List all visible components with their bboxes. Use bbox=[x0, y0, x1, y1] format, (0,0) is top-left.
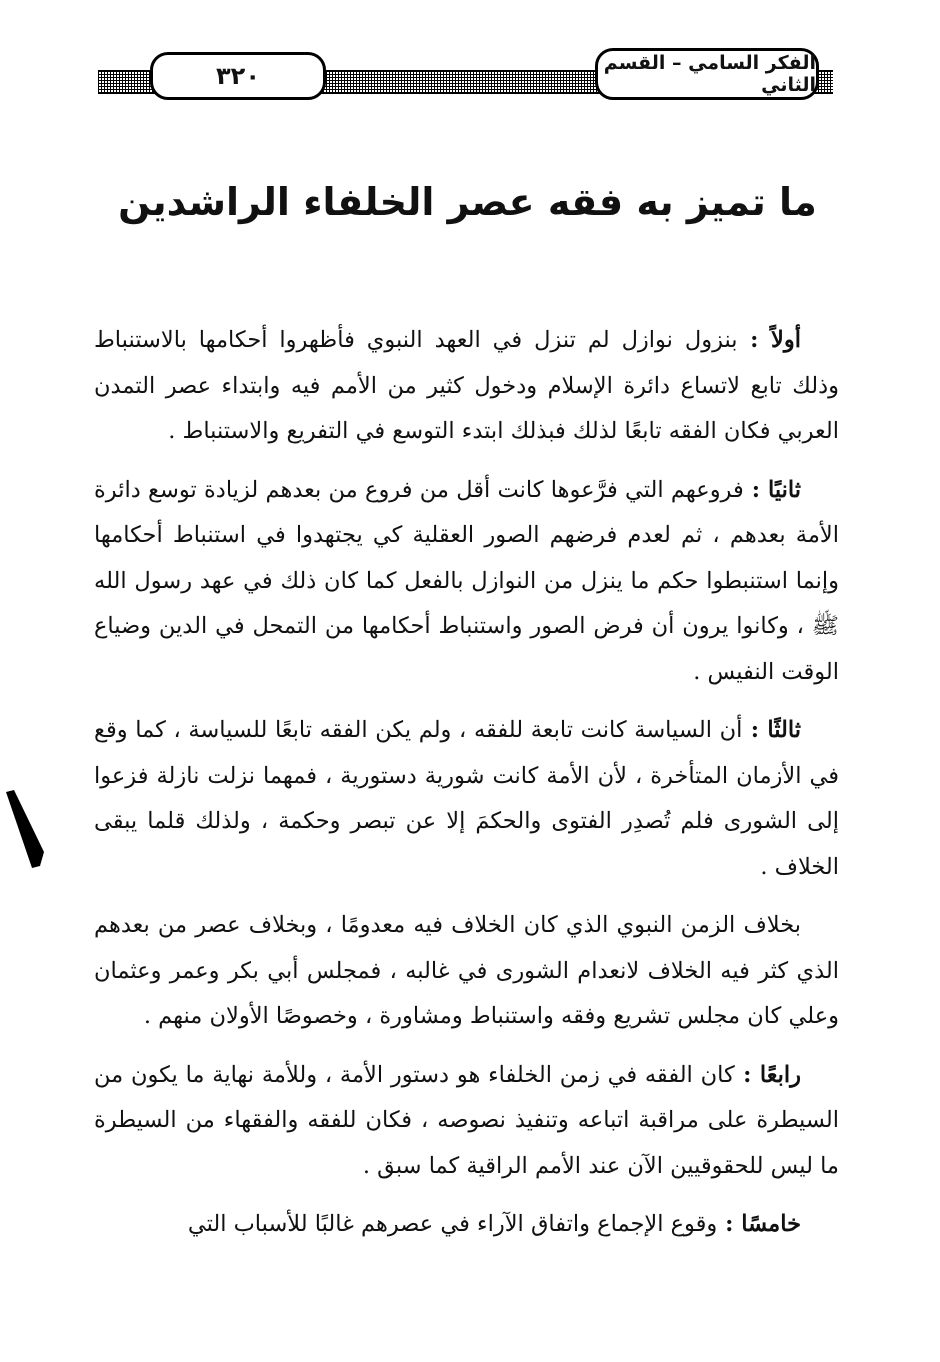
scan-margin-mark bbox=[6, 790, 44, 870]
paragraph-fourth bbox=[94, 1053, 839, 1190]
paragraph-first bbox=[94, 318, 839, 455]
paragraph-lead: ثانيًا : bbox=[743, 476, 801, 503]
paragraph-third bbox=[94, 708, 839, 890]
paragraph-lead: رابعًا : bbox=[734, 1061, 801, 1088]
paragraph-text: كان الفقه في زمن الخلفاء هو دستور الأمة ، وللأمة نهاية ما يكون من السيطرة على مراقبة اتباعه وتنفيذ نصوصه ، فكان للفقه والفقهاء من السيطرة ما ليس للحقوقيين الآن عند الأمم الراقية كما سبق . bbox=[94, 1061, 839, 1179]
paragraph-text: بنزول نوازل لم تنزل في العهد النبوي فأظهروا أحكامها بالاستنباط وذلك تابع لاتساع دائرة الإسلام ودخول كثير من الأمم فيه وابتداء عصر التمدن العربي فكان الفقه تابعًا لذلك فبذلك ابتدء التوسع في التفريع والاستنباط . bbox=[94, 327, 839, 444]
paragraph-second bbox=[94, 468, 839, 696]
paragraph-text: بخلاف الزمن النبوي الذي كان الخلاف فيه معدومًا ، وبخلاف عصر من بعدهم الذي كثر فيه الخلاف لانعدام الشورى في غالبه ، فمجلس أبي بكر وعمر وعثمان وعلي كان مجلس تشريع وفقه واستنباط ومشاورة ، وخصوصًا الأولان منهم . bbox=[94, 912, 839, 1029]
page-number: ٣٢٠ bbox=[150, 52, 326, 100]
paragraph-continuation bbox=[94, 903, 839, 1040]
paragraph-text: وقوع الإجماع واتفاق الآراء في عصرهم غالبًا للأسباب التي bbox=[187, 1211, 718, 1237]
section-title: ما تميز به فقه عصر الخلفاء الراشدين bbox=[118, 180, 817, 224]
paragraph-text: أن السياسة كانت تابعة للفقه ، ولم يكن الفقه تابعًا للسياسة ، كما وقع في الأزمان المتأخرة ، لأن الأمة كانت شورية دستورية ، فمهما نزلت نازلة فزعوا إلى الشورى فلم تُصدِر الفتوى والحكمَ إلا عن تبصر وحكمة ، ولذلك قلما يبقى الخلاف . bbox=[94, 717, 839, 880]
paragraph-text: فروعهم التي فرَّعوها كانت أقل من فروع من بعدهم لزيادة توسع دائرة الأمة بعدهم ، ثم لعدم فرضهم الصور العقلية كي يجتهدوا في استنباط أحكامها وإنما استنبطوا حكم ما ينزل من النوازل بالفعل كما كان ذلك في عهد رسول الله ﷺ ، وكانوا يرون أن فرض الصور واستنباط أحكامها من التمحل في الدين وضياع الوقت النفيس . bbox=[94, 476, 839, 685]
paragraph-lead: أولاً : bbox=[737, 327, 802, 353]
paragraph-lead: خامسًا : bbox=[717, 1211, 801, 1237]
body-text bbox=[94, 318, 839, 1261]
page-header bbox=[98, 46, 833, 98]
paragraph-fifth bbox=[94, 1202, 839, 1248]
paragraph-lead: ثالثًا : bbox=[742, 717, 801, 743]
running-title: الفكر السامي – القسم الثاني bbox=[595, 48, 819, 100]
